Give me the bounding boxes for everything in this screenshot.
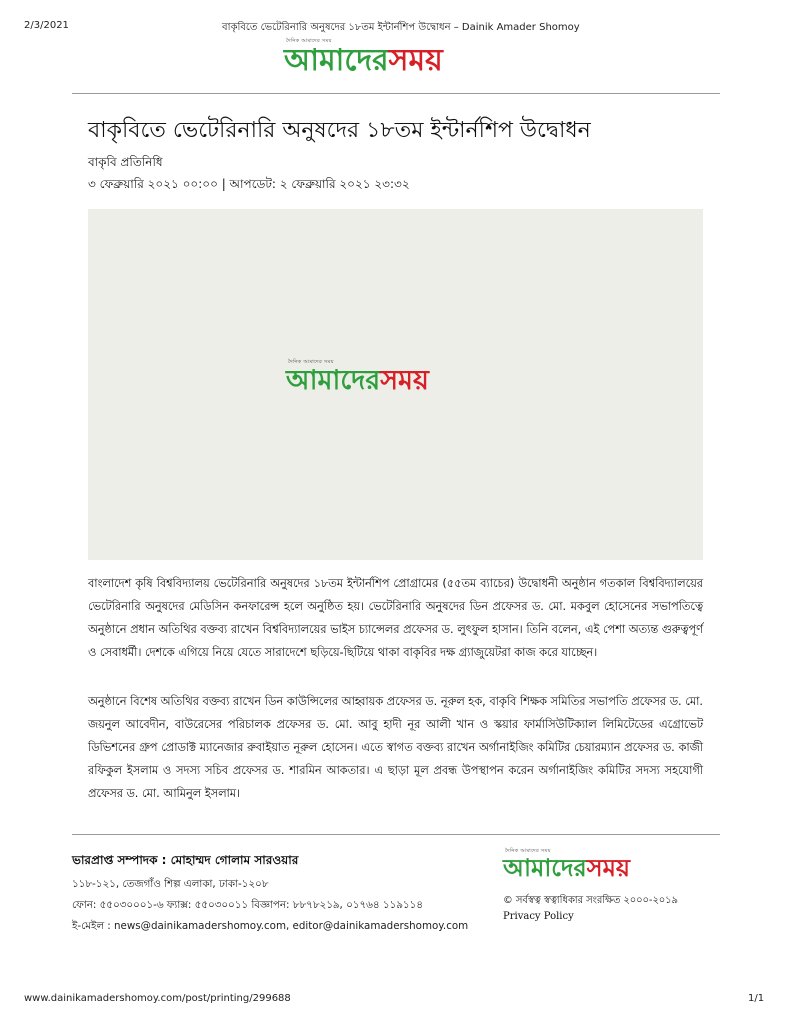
print-page-number: 1/1 [748,993,765,1004]
featured-image [88,209,703,560]
article-headline: বাকৃবিতে ভেটেরিনারি অনুষদের ১৮তম ইন্টার্নশিপ উদ্বোধন [88,118,591,143]
article-paragraph-2: অনুষ্ঠানে বিশেষ অতিথির বক্তব্য রাখেন ডিন কাউন্সিলের আহ্বায়ক প্রফেসর ড. নূরুল হক, বাকৃবি শিক্ষক সমিতির সভাপতি প্রফেসর ড. মো. জয়নুল আবেদীন, বাউরেসের পরিচালক প্রফেসর ড. মো. আবু হাদী নূর আলী খান ও স্কয়ার ফার্মাসিউটিক্যাল লিমিটেডের এগ্রোভেট ডিভিশনের গ্রুপ প্রোডাক্ট ম্যানেজার রুবাইয়াত নূরুল হোসেন। এতে স্বাগত বক্তব্য রাখেন অর্গানাইজিং কমিটির চেয়ারম্যান প্রফেসর ড. কাজী রফিকুল ইসলাম ও সদস্য সচিব প্রফেসর ড. শারমিন আকতার। এ ছাড়া মূল প্রবন্ধ উপস্থাপন করেন অর্গানাইজিং কমিটির সদস্য সহযোগী প্রফেসর ড. মো. আমিনুল ইসলাম। [88,695,703,800]
logo-word-shomoy: সময় [388,43,443,78]
logo-tagline: দৈনিক আমাদের সময় [286,38,332,44]
footer-logo[interactable] [503,848,630,880]
image-logo-word-amader: আমাদের [286,365,381,396]
footer-phones: ফোন: ৫৫০৩০০০১-৬ ফ্যাক্স: ৫৫০৩০০১১ বিজ্ঞাপন: ৮৮৭৮২১৯, ০১৭৬৪ ১১৯১১৪ [72,899,423,911]
image-logo-tagline: দৈনিক আমাদের সময় [288,359,334,365]
image-logo [286,359,429,394]
print-date: 2/3/2021 [24,20,69,31]
masthead-logo[interactable] [284,38,443,76]
logo-word-amader: আমাদের [284,43,389,78]
article-paragraph-1: বাংলাদেশ কৃষি বিশ্ববিদ্যালয় ভেটেরিনারি অনুষদের ১৮তম ইন্টার্নশিপ প্রোগ্রামের (৫৫তম ব্যাচের) উদ্বোধনী অনুষ্ঠান গতকাল বিশ্ববিদ্যালয়ের ভেটেরিনারি অনুষদের মেডিসিন কনফারেন্স হলে অনুষ্ঠিত হয়। ভেটেরিনারি অনুষদের ডিন প্রফেসর ড. মো. মকবুল হোসেনের সভাপতিত্বে অনুষ্ঠানে প্রধান অতিথির বক্তব্য রাখেন বিশ্ববিদ্যালয়ের ভাইস চ্যান্সেলর প্রফেসর ড. লুৎফুল হাসান। তিনি বলেন, এই পেশা অত্যন্ত গুরুত্বপূর্ণ ও সেবাধর্মী। দেশকে এগিয়ে নিয়ে যেতে সারাদেশে ছড়িয়ে-ছিটিয়ে থাকা বাকৃবির দক্ষ গ্র্যাজুয়েটরা কাজ করে যাচ্ছেন। [88,577,703,659]
footer-divider [72,834,720,835]
footer-email[interactable]: ই-মেইল : news@dainikamadershomoy.com, editor@dainikamadershomoy.com [72,920,469,932]
privacy-policy-link[interactable]: Privacy Policy [503,911,574,922]
footer-logo-word-amader: আমাদের [503,854,587,882]
footer-copyright: © সর্বস্বত্ব স্বত্বাধিকার সংরক্ষিত ২০০০-২০১৯ [503,895,678,906]
footer-address: ১১৮-১২১, তেজগাঁও শিল্প এলাকা, ঢাকা-১২০৮ [72,878,269,890]
article-dateline: ৩ ফেব্রুয়ারি ২০২১ ০০:০০ | আপডেট: ২ ফেব্রুয়ারি ২০২১ ২৩:৩২ [88,177,410,191]
footer-logo-tagline: দৈনিক আমাদের সময় [505,848,551,854]
footer-logo-word-shomoy: সময় [586,854,631,882]
image-logo-word-shomoy: সময় [380,365,429,396]
footer-editor: ভারপ্রাপ্ত সম্পাদক : মোহাম্মদ গোলাম সারওয়ার [72,853,299,867]
print-page-title: বাকৃবিতে ভেটেরিনারি অনুষদের ১৮তম ইন্টার্নশিপ উদ্বোধন – Dainik Amader Shomoy [222,22,580,33]
article-author: বাকৃবি প্রতিনিধি [88,155,163,169]
header-divider [72,93,720,94]
print-url: www.dainikamadershomoy.com/post/printing/299688 [24,993,291,1004]
